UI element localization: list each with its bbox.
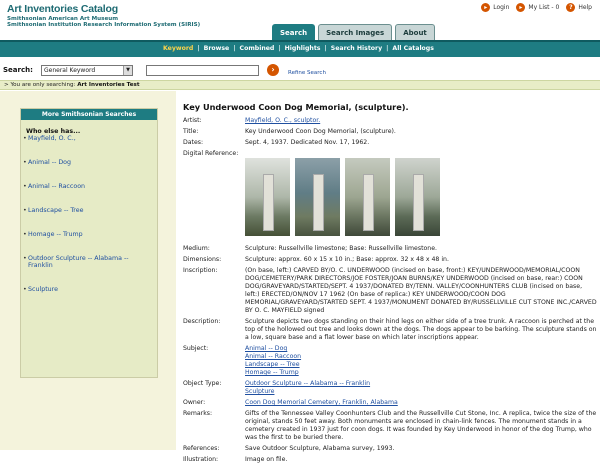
tab-about[interactable]: About <box>395 24 435 40</box>
image-thumbnail[interactable] <box>295 158 340 236</box>
field-medium <box>183 245 598 253</box>
search-scope-bar <box>0 80 600 90</box>
field-label: Subject: <box>183 345 209 352</box>
field-references <box>183 445 598 453</box>
field-inscription <box>183 267 598 315</box>
references-value: Save Outdoor Sculpture, Alabama survey, 1993. <box>245 445 395 452</box>
field-label: Dimensions: <box>183 256 222 263</box>
field-label: Medium: <box>183 245 210 252</box>
medium-value: Sculpture: Russellville limestone; Base: Russellville limestone. <box>245 245 437 252</box>
main-tabs <box>272 24 435 40</box>
brand-title[interactable]: Art Inventories Catalog <box>7 3 118 15</box>
field-label: Inscription: <box>183 267 218 274</box>
who-else-heading: Who else has... <box>26 128 81 135</box>
field-label: References: <box>183 445 220 452</box>
related-item-dog[interactable]: • Animal -- Dog <box>26 159 152 166</box>
related-search-list <box>26 135 152 293</box>
nav-browse[interactable]: Browse <box>203 45 230 52</box>
field-description <box>183 318 598 342</box>
field-label: Object Type: <box>183 380 222 387</box>
object-type-link-outdoor[interactable]: Outdoor Sculpture -- Alabama -- Franklin <box>245 380 371 387</box>
field-illustration <box>183 456 598 464</box>
field-label: Digital Reference: <box>183 150 239 157</box>
field-artist <box>183 117 598 125</box>
help-link[interactable]: Help <box>578 4 592 11</box>
related-item-raccoon[interactable]: • Animal -- Raccoon <box>26 183 152 190</box>
description-value: Sculpture depicts two dogs standing on their hind legs on either side of a tree trunk. A raccoon is perched at the top of the hollowed out tree and looks down at the dogs. The dogs appear to be barking. The sculpture stands on a low, square base and a flat lower base on which later inscriptions appear. <box>245 318 597 341</box>
nav-highlights[interactable]: Highlights <box>284 45 321 52</box>
search-input[interactable] <box>146 65 259 76</box>
object-type-link-sculpture[interactable]: Sculpture <box>245 388 275 395</box>
search-type-value: General Keyword <box>44 67 96 74</box>
subject-link-homage[interactable]: Homage -- Trump <box>245 369 299 376</box>
digital-reference-thumbnails <box>245 158 597 236</box>
nav-separator: | <box>197 45 200 52</box>
search-go-button[interactable]: › <box>267 64 279 76</box>
field-subject <box>183 345 598 377</box>
field-title <box>183 128 598 136</box>
subject-link-tree[interactable]: Landscape -- Tree <box>245 361 300 368</box>
nav-separator: | <box>278 45 281 52</box>
field-remarks <box>183 410 598 442</box>
field-label: Description: <box>183 318 221 325</box>
nav-keyword[interactable]: Keyword <box>163 45 194 52</box>
my-list-icon[interactable]: ▸ <box>516 3 525 12</box>
login-icon[interactable]: ▸ <box>481 3 490 12</box>
image-thumbnail[interactable] <box>245 158 290 236</box>
related-item-artist[interactable]: • Mayfield, O. C., <box>26 135 152 142</box>
artist-link[interactable]: Mayfield, O. C., sculptor. <box>245 117 321 124</box>
help-icon[interactable]: ? <box>566 3 575 12</box>
related-item-tree[interactable]: • Landscape -- Tree <box>26 207 152 214</box>
image-thumbnail[interactable] <box>395 158 440 236</box>
nav-separator: | <box>324 45 327 52</box>
search-scope-value: Art Inventories Test <box>77 82 140 88</box>
remarks-value: Gifts of the Tennessee Valley Coonhunters Club and the Russellville Cut Stone, Inc. A replica, twice the size of the original, stands 50 feet away. Both monuments are enclosed in chain-link fences. The monument stands in a cemetery created in 1937 just for coon dogs. It was founded by Key Underwood in honor of the dog Trump, who was the first to be buried there. <box>245 410 597 441</box>
illustration-value: Image on file. <box>245 456 288 463</box>
title-value: Key Underwood Coon Dog Memorial, (sculpture). <box>245 128 396 135</box>
refine-search-link[interactable]: Refine Search <box>288 70 326 76</box>
search-bar <box>0 60 600 78</box>
search-type-select[interactable] <box>41 65 133 76</box>
tab-search-images[interactable]: Search Images <box>318 24 392 40</box>
more-searches-header: More Smithsonian Searches <box>21 109 157 120</box>
field-dimensions <box>183 256 598 264</box>
search-type-nav <box>0 40 600 57</box>
brand[interactable] <box>7 3 200 28</box>
field-label: Owner: <box>183 399 206 406</box>
field-object-type <box>183 380 598 396</box>
login-link[interactable]: Login <box>493 4 510 11</box>
search-scope-prefix: > You are only searching: <box>4 82 76 88</box>
field-label: Dates: <box>183 139 204 146</box>
field-digital-reference <box>183 150 598 242</box>
chevron-down-icon[interactable]: ▼ <box>123 66 132 75</box>
related-item-sculpture[interactable]: • Sculpture <box>26 286 152 293</box>
header <box>0 0 600 40</box>
field-label: Title: <box>183 128 199 135</box>
more-searches-box <box>20 108 158 378</box>
field-dates <box>183 139 598 147</box>
nav-all-catalogs[interactable]: All Catalogs <box>392 45 434 52</box>
related-item-outdoor[interactable]: • Outdoor Sculpture -- Alabama -- Franklin <box>26 255 152 269</box>
nav-combined[interactable]: Combined <box>239 45 275 52</box>
nav-separator: | <box>386 45 389 52</box>
nav-separator: | <box>233 45 236 52</box>
field-owner <box>183 399 598 407</box>
nav-search-history[interactable]: Search History <box>330 45 383 52</box>
image-thumbnail[interactable] <box>345 158 390 236</box>
owner-link[interactable]: Coon Dog Memorial Cemetery, Franklin, Alabama <box>245 399 398 406</box>
subject-link-dog[interactable]: Animal -- Dog <box>245 345 288 352</box>
related-item-homage[interactable]: • Homage -- Trump <box>26 231 152 238</box>
record-detail <box>183 102 598 467</box>
left-sidebar <box>0 91 176 450</box>
brand-subtitle-siris: Smithsonian Institution Research Information System (SIRIS) <box>7 22 201 28</box>
subject-link-raccoon[interactable]: Animal -- Raccoon <box>245 353 302 360</box>
field-label: Artist: <box>183 117 202 124</box>
field-label: Remarks: <box>183 410 213 417</box>
dimensions-value: Sculpture: approx. 60 x 15 x 10 in.; Base: approx. 32 x 48 x 48 in. <box>245 256 449 263</box>
brand-subtitle-museum: Smithsonian American Art Museum <box>7 16 119 22</box>
my-list-link[interactable]: My List - 0 <box>528 4 560 11</box>
dates-value: Sept. 4, 1937. Dedicated Nov. 17, 1962. <box>245 139 370 146</box>
record-title: Key Underwood Coon Dog Memorial, (sculpture). <box>183 102 409 112</box>
search-label: Search: <box>3 66 33 74</box>
top-links <box>481 3 596 12</box>
field-label: Illustration: <box>183 456 219 463</box>
inscription-value: (On base, left:) CARVED BY/O. C. UNDERWOOD (incised on base, front:) KEY/UNDERWOOD/MEMORIAL/COON DOG/CEMETERY/PARK DIRECTORS/JOE FOSTER/JOAN BURNS/KEY UNDERWOOD (incised on base, rear:) COON DOG/GRAVEYARD/STARTED/SEPT. 4 1937/DONATED BY/TENN. VALLEY/COONHUNTERS CLUB (incised on base, left:) ERECTED/ON/NOV 17 1962 (On base of replica:) KEY UNDERWOOD/COON DOG MEMORIAL/GRAVEYARD/STARTED SEPT. 4 1937/MONUMENT DONATED BY/RUSSELLVILLE CUT STONE INC./CARVED BY O. C. MAYFIELD signed <box>245 267 597 314</box>
tab-search[interactable]: Search <box>272 24 315 40</box>
